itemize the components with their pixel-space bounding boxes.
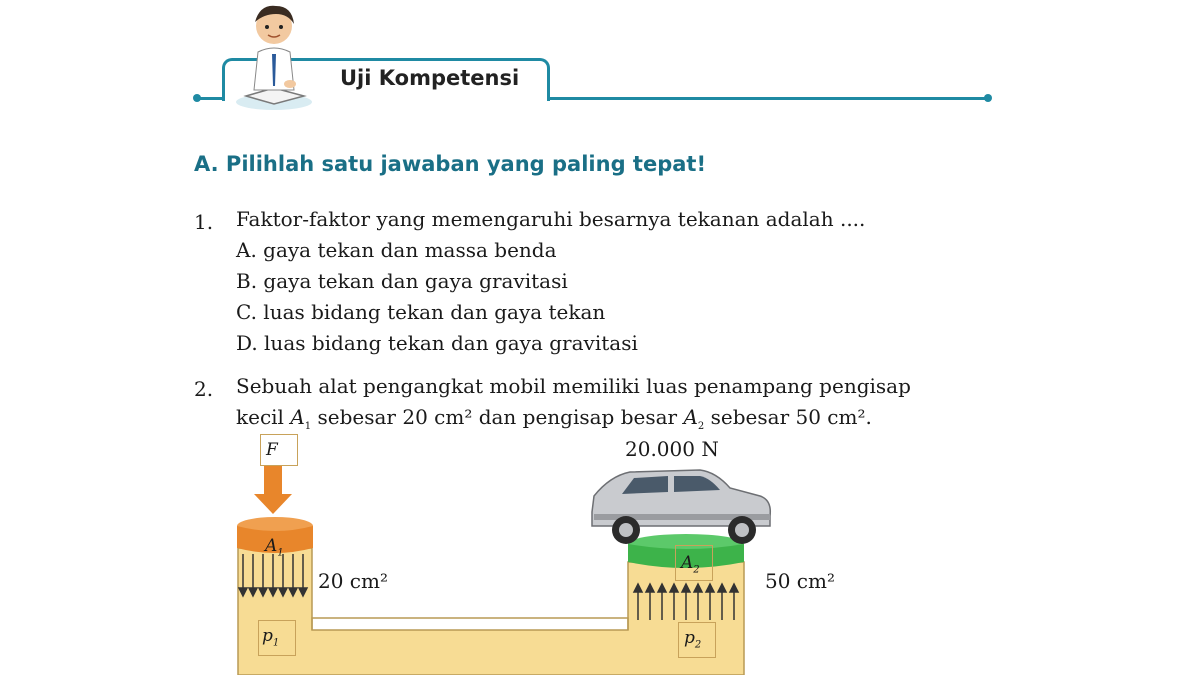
header-tab-label: Uji Kompetensi	[340, 66, 520, 90]
question-1-option-c: C. luas bidang tekan dan gaya tekan	[236, 300, 606, 324]
small-area-label: 20 cm²	[318, 569, 388, 593]
question-1-option-b: B. gaya tekan dan gaya gravitasi	[236, 269, 568, 293]
p1-label	[262, 626, 279, 648]
force-label: F	[266, 440, 278, 460]
question-2-a1-symbol: A	[290, 405, 305, 429]
section-title: A. Pilihlah satu jawaban yang paling tepat!	[194, 152, 707, 176]
question-2-text-a: kecil	[236, 405, 291, 429]
a1-subscript: 1	[277, 547, 284, 559]
question-2-number: 2.	[194, 377, 214, 401]
student-reading-illustration	[228, 0, 320, 112]
question-2-a2-symbol: A	[683, 405, 698, 429]
p2-subscript: 2	[694, 639, 702, 651]
question-2-text-b: sebesar 20 cm² dan pengisap besar	[311, 405, 684, 429]
header-rule-right-dot	[984, 94, 992, 102]
force-arrow-shaft	[264, 466, 282, 496]
a1-symbol: A	[265, 536, 278, 556]
question-2-a2-subscript: 2	[697, 421, 705, 432]
p2-label	[684, 628, 701, 650]
question-1-text: Faktor-faktor yang memengaruhi besarnya tekanan adalah ....	[236, 207, 866, 231]
car-illustration	[592, 470, 770, 544]
a2-symbol: A	[681, 553, 694, 573]
question-2-a1-subscript: 1	[304, 421, 312, 432]
weight-label: 20.000 N	[625, 437, 719, 461]
a1-label	[265, 536, 284, 558]
question-1-option-a: A. gaya tekan dan massa benda	[236, 238, 557, 262]
question-1-number: 1.	[194, 210, 214, 234]
p1-subscript: 1	[272, 637, 280, 649]
question-1-option-d: D. luas bidang tekan dan gaya gravitasi	[236, 331, 638, 355]
a2-label	[681, 553, 700, 575]
question-2-line-1: Sebuah alat pengangkat mobil memiliki luas penampang pengisap	[236, 374, 911, 398]
question-2-text-c: sebesar 50 cm².	[704, 405, 872, 429]
p1-symbol: p	[262, 626, 273, 646]
upward-pressure-arrows	[634, 584, 738, 620]
force-arrow-head	[254, 494, 292, 514]
p2-symbol: p	[684, 628, 695, 648]
a2-subscript: 2	[693, 564, 700, 576]
header-rule-left-dot	[193, 94, 201, 102]
large-area-label: 50 cm²	[765, 569, 835, 593]
